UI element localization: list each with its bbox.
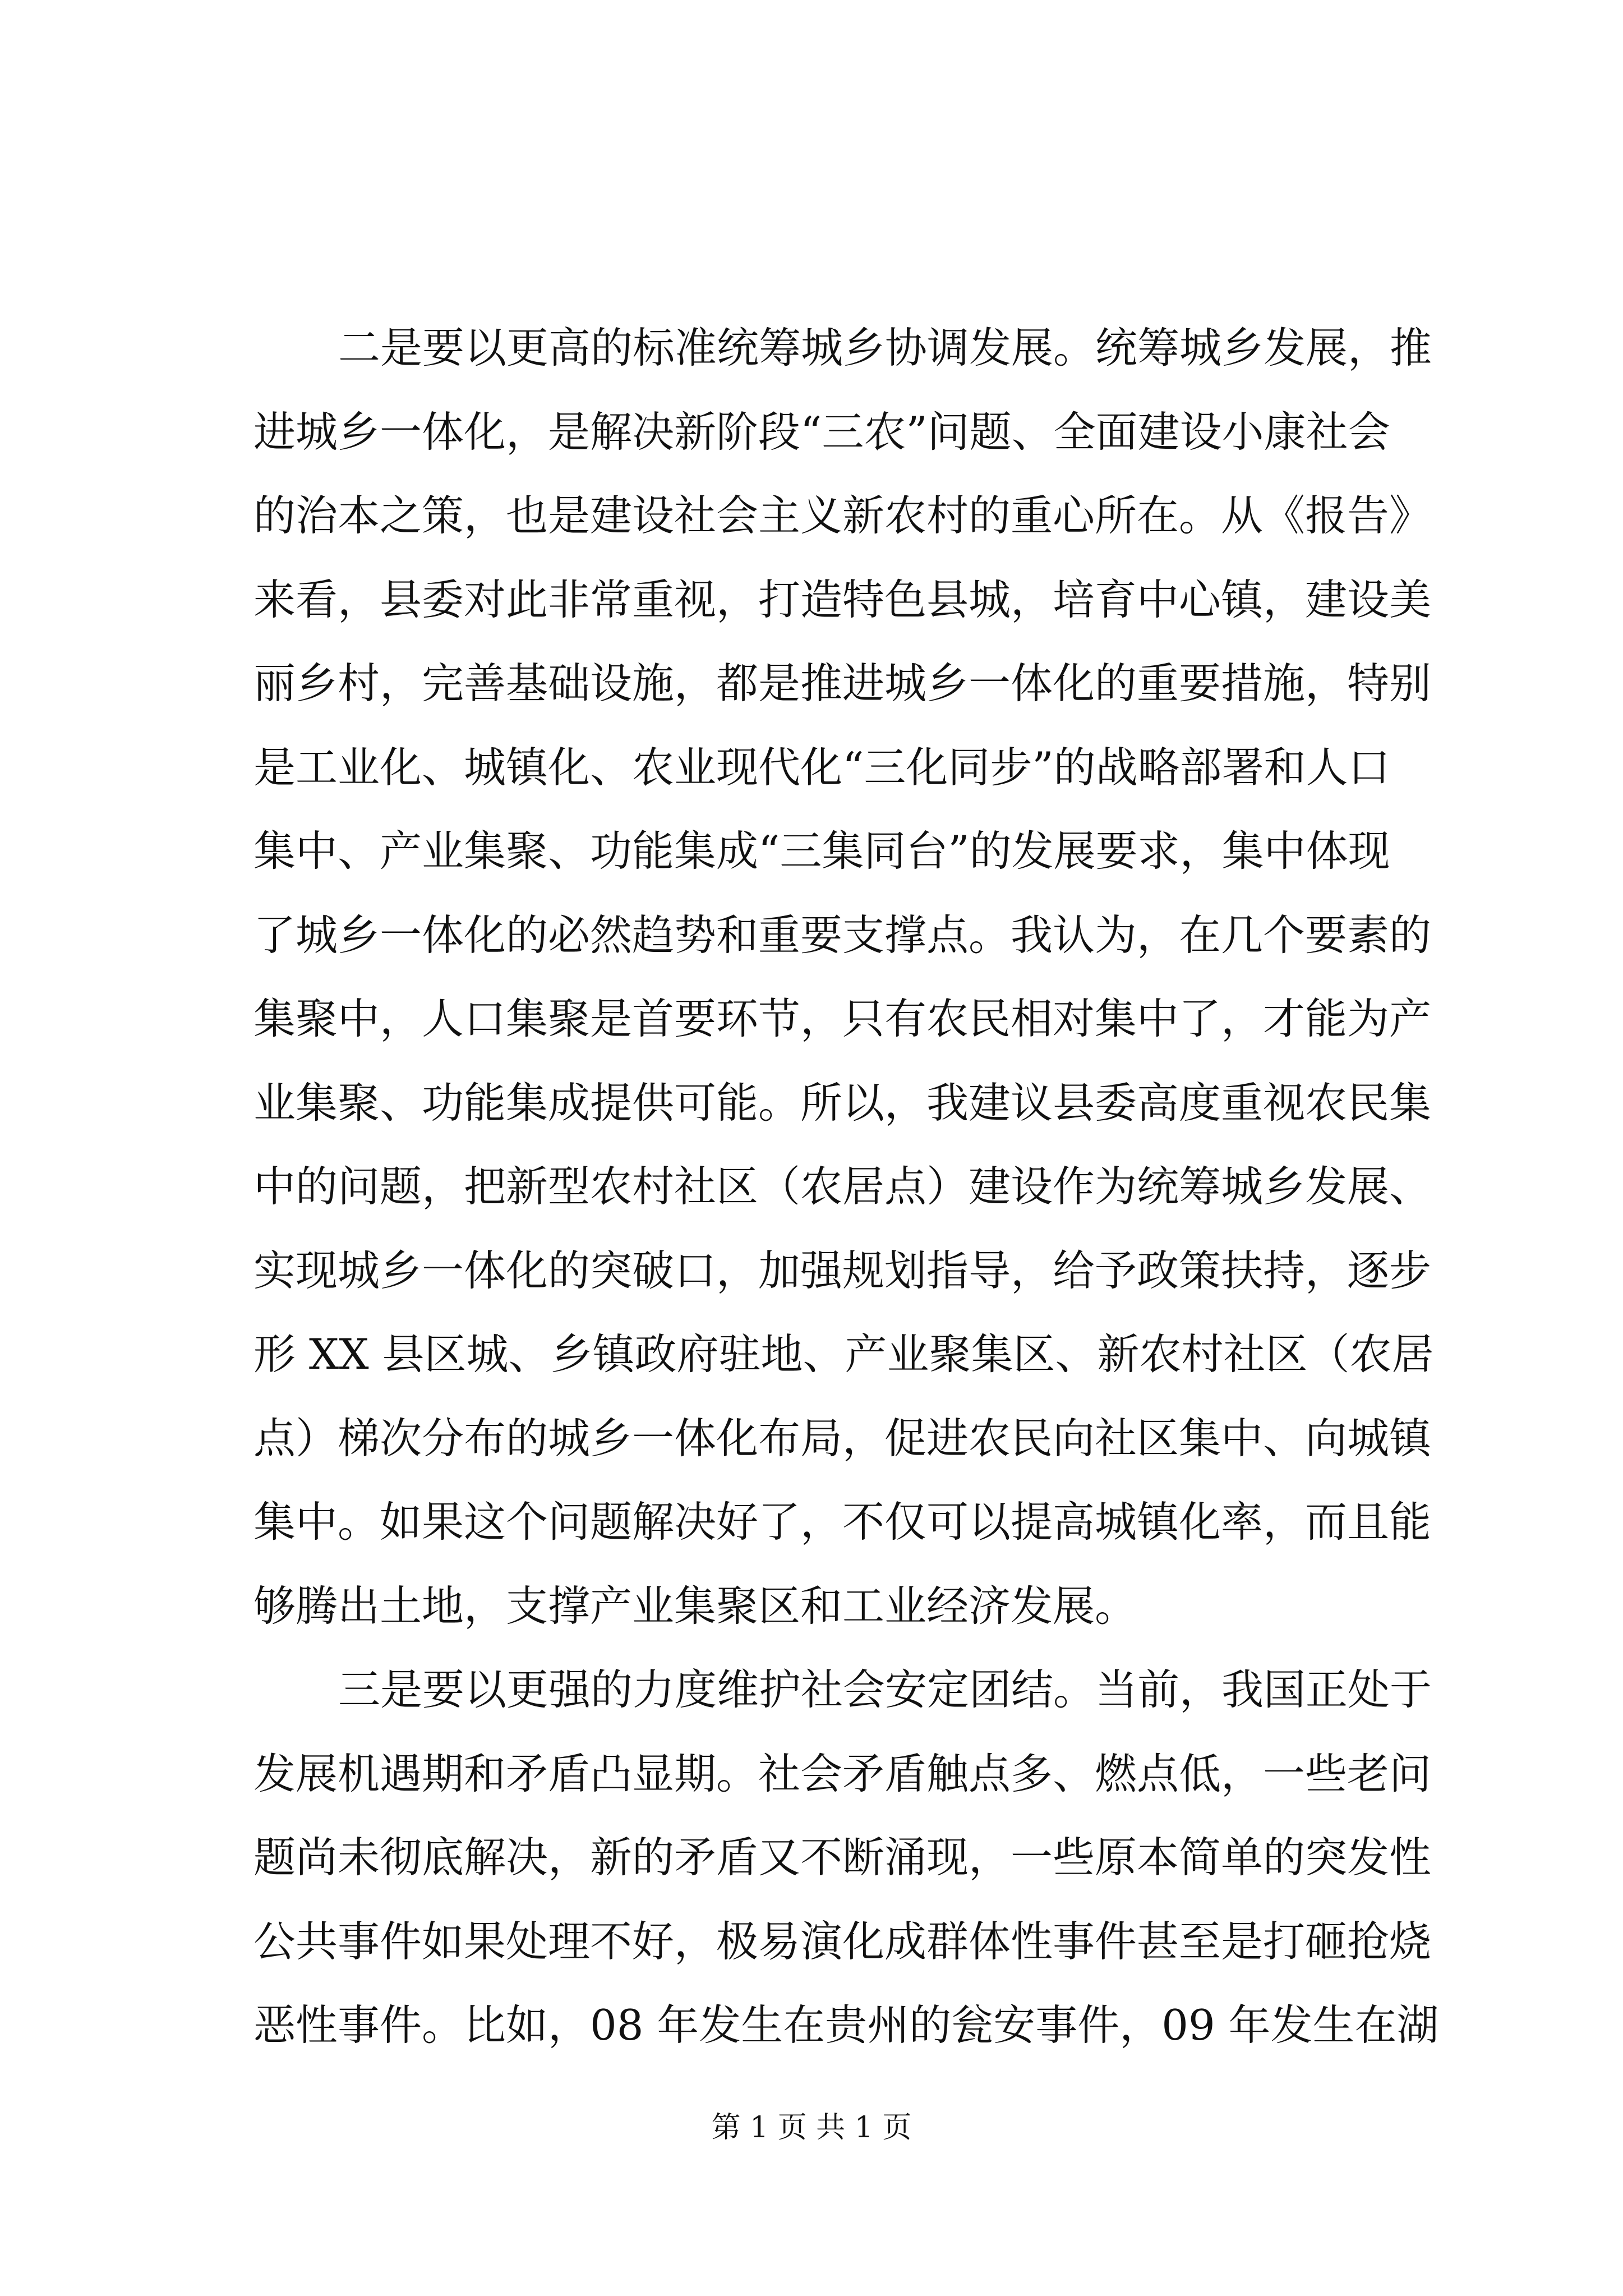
paragraph-3-line: 三是要以更强的力度维护社会安定团结。当前，我国正处于 bbox=[338, 1665, 1432, 1714]
document-body bbox=[253, 306, 1440, 2068]
paragraph-2-line: 来看，县委对此非常重视，打造特色县城，培育中心镇，建设美 bbox=[253, 574, 1432, 624]
paragraph-2-line: 中的问题，把新型农村社区（农居点）建设作为统筹城乡发展、 bbox=[253, 1162, 1432, 1211]
paragraph-3-line: 恶性事件。比如，08 年发生在贵州的瓮安事件，09 年发生在湖 bbox=[253, 2000, 1439, 2050]
paragraph-2-line: 点）梯次分布的城乡一体化布局，促进农民向社区集中、向城镇 bbox=[253, 1413, 1432, 1463]
paragraph-2-line: 实现城乡一体化的突破口，加强规划指导，给予政策扶持，逐步 bbox=[253, 1245, 1432, 1295]
paragraph-2-line: 是工业化、城镇化、农业现代化“三化同步”的战略部署和人口 bbox=[253, 742, 1390, 792]
paragraph-2-line: 二是要以更高的标准统筹城乡协调发展。统筹城乡发展，推 bbox=[338, 323, 1432, 372]
paragraph-2-line: 够腾出土地，支撑产业集聚区和工业经济发展。 bbox=[253, 1581, 1137, 1631]
paragraph-2-line: 形 XX 县区城、乡镇政府驻地、产业聚集区、新农村社区（农居 bbox=[253, 1329, 1434, 1379]
paragraph-3-line: 题尚未彻底解决，新的矛盾又不断涌现，一些原本简单的突发性 bbox=[253, 1833, 1432, 1882]
paragraph-2-line: 的治本之策，也是建设社会主义新农村的重心所在。从《报告》 bbox=[253, 491, 1432, 540]
paragraph-2-line: 了城乡一体化的必然趋势和重要支撑点。我认为，在几个要素的 bbox=[253, 910, 1432, 960]
paragraph-2-line: 集中、产业集聚、功能集成“三集同台”的发展要求，集中体现 bbox=[253, 826, 1390, 876]
paragraph-3-line: 发展机遇期和矛盾凸显期。社会矛盾触点多、燃点低，一些老问 bbox=[253, 1749, 1432, 1798]
paragraph-2-line: 丽乡村，完善基础设施，都是推进城乡一体化的重要措施，特别 bbox=[253, 659, 1432, 708]
paragraph-2-line: 进城乡一体化，是解决新阶段“三农”问题、全面建设小康社会 bbox=[253, 407, 1390, 457]
paragraph-2-line: 集中。如果这个问题解决好了，不仅可以提高城镇化率，而且能 bbox=[253, 1497, 1432, 1547]
paragraph-2-line: 集聚中，人口集聚是首要环节，只有农民相对集中了，才能为产 bbox=[253, 994, 1432, 1043]
paragraph-2-line: 业集聚、功能集成提供可能。所以，我建议县委高度重视农民集 bbox=[253, 1078, 1432, 1128]
paragraph-3-line: 公共事件如果处理不好，极易演化成群体性事件甚至是打砸抢烧 bbox=[253, 1916, 1432, 1966]
page-number-footer: 第 1 页 共 1 页 bbox=[711, 2111, 912, 2145]
